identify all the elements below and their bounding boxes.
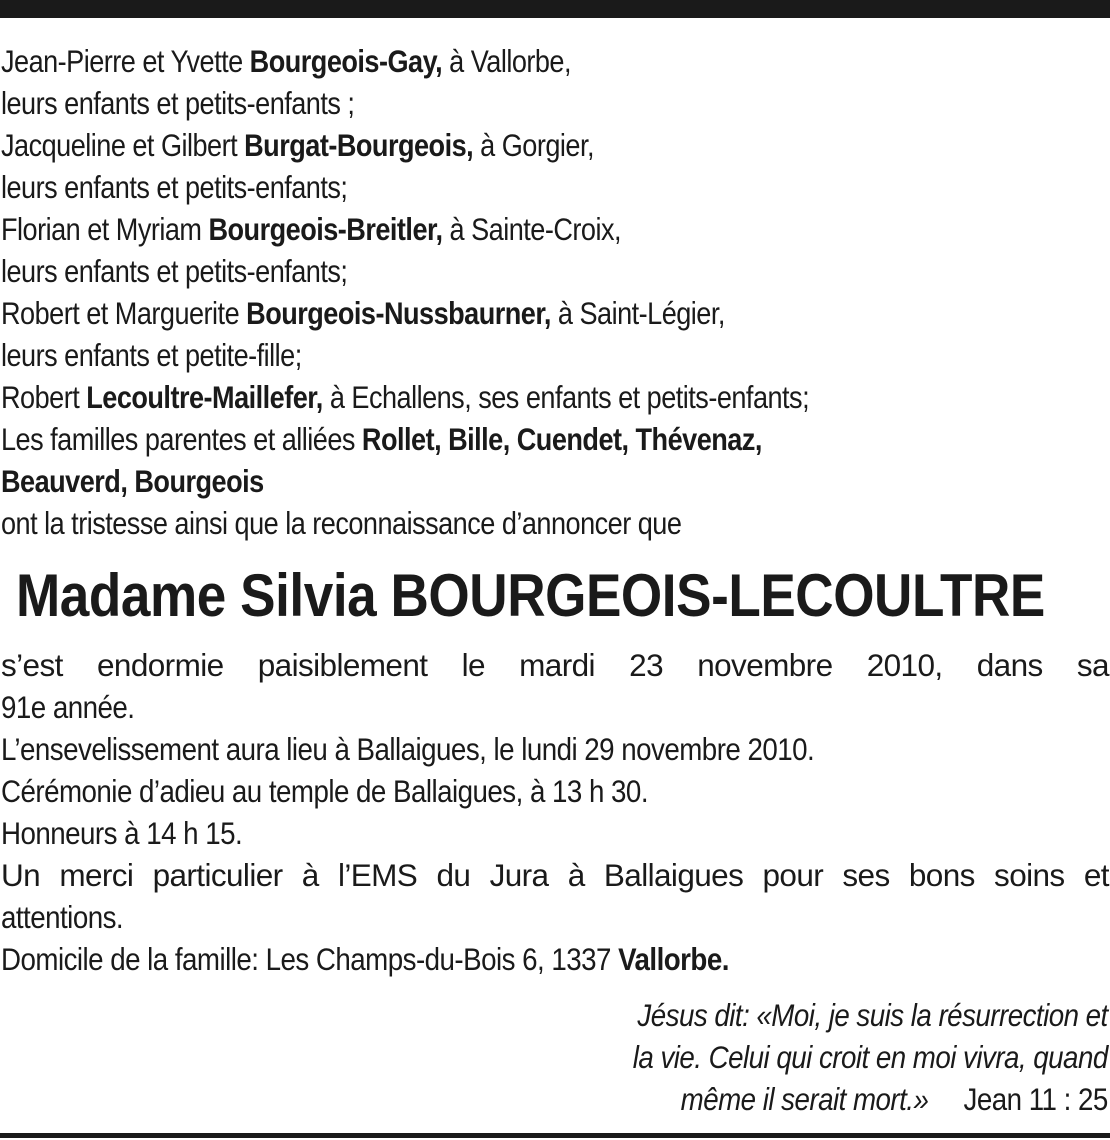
thanks-line bbox=[1, 854, 1109, 896]
family-location: à Vallorbe, bbox=[442, 43, 571, 79]
bottom-rule bbox=[0, 1133, 1110, 1138]
word: et bbox=[1083, 857, 1109, 893]
family-text: ont la tristesse ainsi que la reconnaissance d’annoncer que bbox=[1, 505, 682, 541]
age-line: 91e année. bbox=[1, 689, 135, 725]
word: Ballaigues bbox=[603, 857, 744, 893]
top-rule bbox=[0, 0, 1110, 18]
family-text: leurs enfants et petits-enfants; bbox=[1, 169, 348, 205]
domicile-town: Vallorbe. bbox=[618, 941, 729, 977]
word: pour bbox=[762, 857, 824, 893]
family-text: Les familles parentes et alliées bbox=[1, 421, 362, 457]
family-line bbox=[1, 166, 954, 208]
family-list bbox=[1, 40, 1109, 544]
word: particulier bbox=[152, 857, 283, 893]
family-name: Burgat-Bourgeois, bbox=[244, 127, 474, 163]
word: endormie bbox=[97, 647, 224, 683]
family-line bbox=[1, 124, 954, 166]
family-text: Robert bbox=[1, 379, 87, 415]
domicile-address: Domicile de la famille: Les Champs-du-Bois 6, 1337 bbox=[1, 941, 619, 977]
word: ses bbox=[842, 857, 890, 893]
family-location: à Gorgier, bbox=[473, 127, 594, 163]
family-text: Robert et Marguerite bbox=[1, 295, 247, 331]
family-line bbox=[1, 334, 954, 376]
word: Un bbox=[1, 857, 41, 893]
verse-line: la vie. Celui qui croit en moi vivra, quand bbox=[633, 1039, 1108, 1075]
word: Jura bbox=[489, 857, 549, 893]
word: s’est bbox=[1, 647, 63, 683]
word: novembre bbox=[697, 647, 833, 683]
word: l’EMS bbox=[337, 857, 418, 893]
thanks-line-end: attentions. bbox=[1, 899, 124, 935]
verse-line: Jésus dit: «Moi, je suis la résurrection et bbox=[637, 997, 1108, 1033]
family-text: Jacqueline et Gilbert bbox=[1, 127, 245, 163]
word: mardi bbox=[519, 647, 595, 683]
family-text: leurs enfants et petits-enfants ; bbox=[1, 85, 355, 121]
word: à bbox=[567, 857, 585, 893]
family-line bbox=[1, 376, 954, 418]
family-name: Lecoultre-Maillefer, bbox=[86, 379, 323, 415]
family-location: à Sainte-Croix, bbox=[442, 211, 621, 247]
announcement-body bbox=[1, 644, 1109, 980]
family-line bbox=[1, 292, 954, 334]
word: bons bbox=[908, 857, 975, 893]
verse-line-final bbox=[633, 1078, 1108, 1120]
honours-line: Honneurs à 14 h 15. bbox=[1, 815, 243, 851]
family-name: Beauverd, Bourgeois bbox=[1, 463, 264, 499]
deceased-name: Madame Silvia BOURGEOIS-LECOULTRE bbox=[16, 562, 1045, 629]
word: sa bbox=[1076, 647, 1109, 683]
family-line bbox=[1, 208, 954, 250]
family-name: Bourgeois-Nussbaurner, bbox=[246, 295, 551, 331]
family-line bbox=[1, 250, 954, 292]
family-line bbox=[1, 82, 954, 124]
verse-reference: Jean 11 : 25 bbox=[963, 1081, 1108, 1117]
family-name: Bourgeois-Gay, bbox=[249, 43, 443, 79]
family-text: leurs enfants et petite-fille; bbox=[1, 337, 302, 373]
family-text: leurs enfants et petits-enfants; bbox=[1, 253, 348, 289]
domicile-line bbox=[1, 938, 976, 980]
family-name: Bourgeois-Breitler, bbox=[208, 211, 443, 247]
word: le bbox=[461, 647, 485, 683]
family-name: Rollet, Bille, Cuendet, Thévenaz, bbox=[361, 421, 762, 457]
ceremony-line: Cérémonie d’adieu au temple de Ballaigues, à 13 h 30. bbox=[1, 773, 648, 809]
word: soins bbox=[994, 857, 1065, 893]
family-line bbox=[1, 418, 954, 460]
family-text: Florian et Myriam bbox=[1, 211, 209, 247]
word: dans bbox=[976, 647, 1043, 683]
bible-verse bbox=[568, 994, 1108, 1120]
word: à bbox=[301, 857, 319, 893]
word: merci bbox=[59, 857, 134, 893]
family-line bbox=[1, 40, 954, 82]
burial-line: L’ensevelissement aura lieu à Ballaigues, le lundi 29 novembre 2010. bbox=[1, 731, 815, 767]
announcement-intro bbox=[1, 502, 954, 544]
family-location: à Echallens, ses enfants et petits-enfants; bbox=[322, 379, 810, 415]
word: 2010, bbox=[866, 647, 943, 683]
family-text: Jean-Pierre et Yvette bbox=[1, 43, 250, 79]
passing-line bbox=[1, 644, 1109, 686]
word: 23 bbox=[629, 647, 663, 683]
family-line bbox=[1, 460, 954, 502]
family-location: à Saint-Légier, bbox=[550, 295, 725, 331]
verse-text: même il serait mort.» bbox=[680, 1081, 929, 1117]
word: du bbox=[436, 857, 471, 893]
word: paisiblement bbox=[257, 647, 428, 683]
